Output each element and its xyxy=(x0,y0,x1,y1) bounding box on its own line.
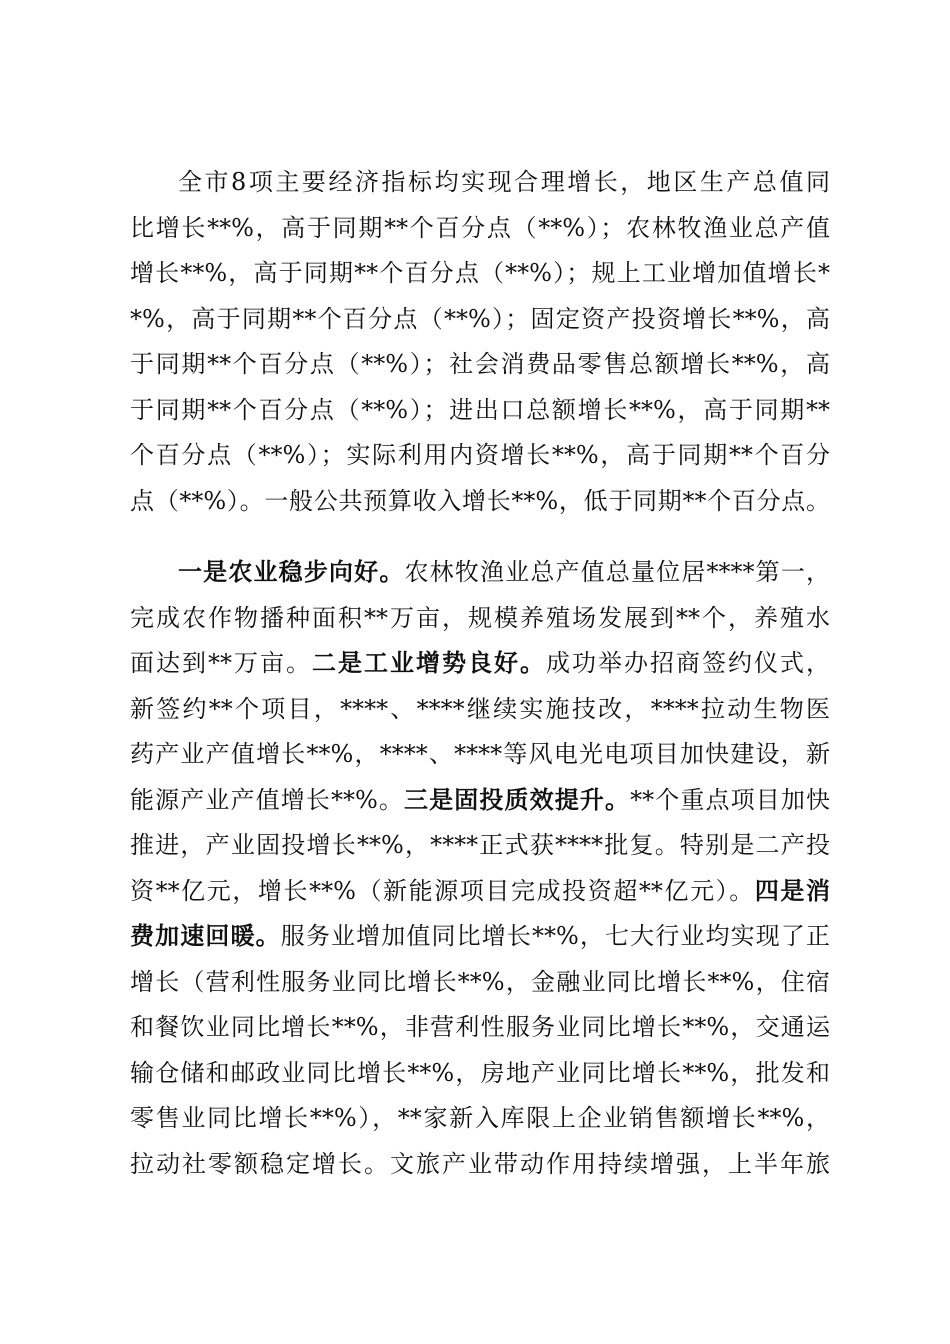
text-line: *%，高于同期**个百分点（**%）；固定资产投资增长**%，高 xyxy=(130,304,830,333)
text-line xyxy=(130,778,830,824)
text-line xyxy=(130,550,830,596)
text-span: 农林牧渔业总产值总量位居****第一， xyxy=(404,558,830,586)
text-span: 服务业增加值同比增长**%，七大行业均实现了正 xyxy=(280,922,830,950)
text-line: 零售业同比增长**%），**家新入库限上企业销售额增长**%， xyxy=(130,1104,830,1132)
text-line: 增长**%，高于同期**个百分点（**%）；规上工业增加值增长* xyxy=(130,259,830,287)
text-line: 全市8项主要经济指标均实现合理增长，地区生产总值同 xyxy=(178,168,830,196)
text-line xyxy=(130,869,830,915)
paragraph-economic-indicators xyxy=(130,160,830,524)
text-line: 个百分点（**%）；实际利用内资增长**%，高于同期**个百分 xyxy=(130,441,830,469)
text-line xyxy=(130,914,830,960)
text-span: 成功举办招商签约仪式， xyxy=(546,649,830,677)
text-line: 输仓储和邮政业同比增长**%，房地产业同比增长**%，批发和 xyxy=(130,1058,830,1087)
text-line: 点（**%）。一般公共预算收入增长**%，低于同期**个百分点。 xyxy=(130,486,830,515)
text-line: 完成农作物播种面积**万亩，规模养殖场发展到**个，养殖水 xyxy=(130,603,830,632)
paragraph-sector-highlights xyxy=(130,550,830,1187)
text-span: **个重点项目加快 xyxy=(630,785,830,814)
text-span: 面达到**万亩。 xyxy=(130,649,312,677)
heading-investment: 三是固投质效提升。 xyxy=(404,785,631,814)
text-line: 比增长**%，高于同期**个百分点（**%）；农林牧渔业总产值 xyxy=(130,213,830,242)
text-span: 资**亿元，增长**%（新能源项目完成投资超**亿元）。 xyxy=(130,876,755,905)
text-line: 药产业产值增长**%，****、****等风电光电项目加快建设，新 xyxy=(130,740,830,768)
text-line: 推进，产业固投增长**%，****正式获****批复。特别是二产投 xyxy=(130,831,830,859)
text-span: 能源产业产值增长**%。 xyxy=(130,785,405,814)
text-line: 新签约**个项目，****、****继续实施技改，****拉动生物医 xyxy=(130,694,830,723)
text-line xyxy=(130,641,830,687)
text-line: 于同期**个百分点（**%）；进出口总额增长**%，高于同期** xyxy=(130,395,830,424)
text-line: 和餐饮业同比增长**%，非营利性服务业同比增长**%，交通运 xyxy=(130,1013,830,1041)
text-line: 拉动社零额稳定增长。文旅产业带动作用持续增强，上半年旅 xyxy=(130,1149,830,1178)
heading-agriculture: 一是农业稳步向好。 xyxy=(178,558,405,586)
heading-consumption-part2: 费加速回暖。 xyxy=(130,922,281,950)
text-line: 于同期**个百分点（**%）；社会消费品零售总额增长**%，高 xyxy=(130,350,830,378)
heading-industry: 二是工业增势良好。 xyxy=(312,649,546,677)
text-line: 增长（营利性服务业同比增长**%，金融业同比增长**%，住宿 xyxy=(130,967,830,996)
heading-consumption-part1: 四是消 xyxy=(754,876,830,905)
